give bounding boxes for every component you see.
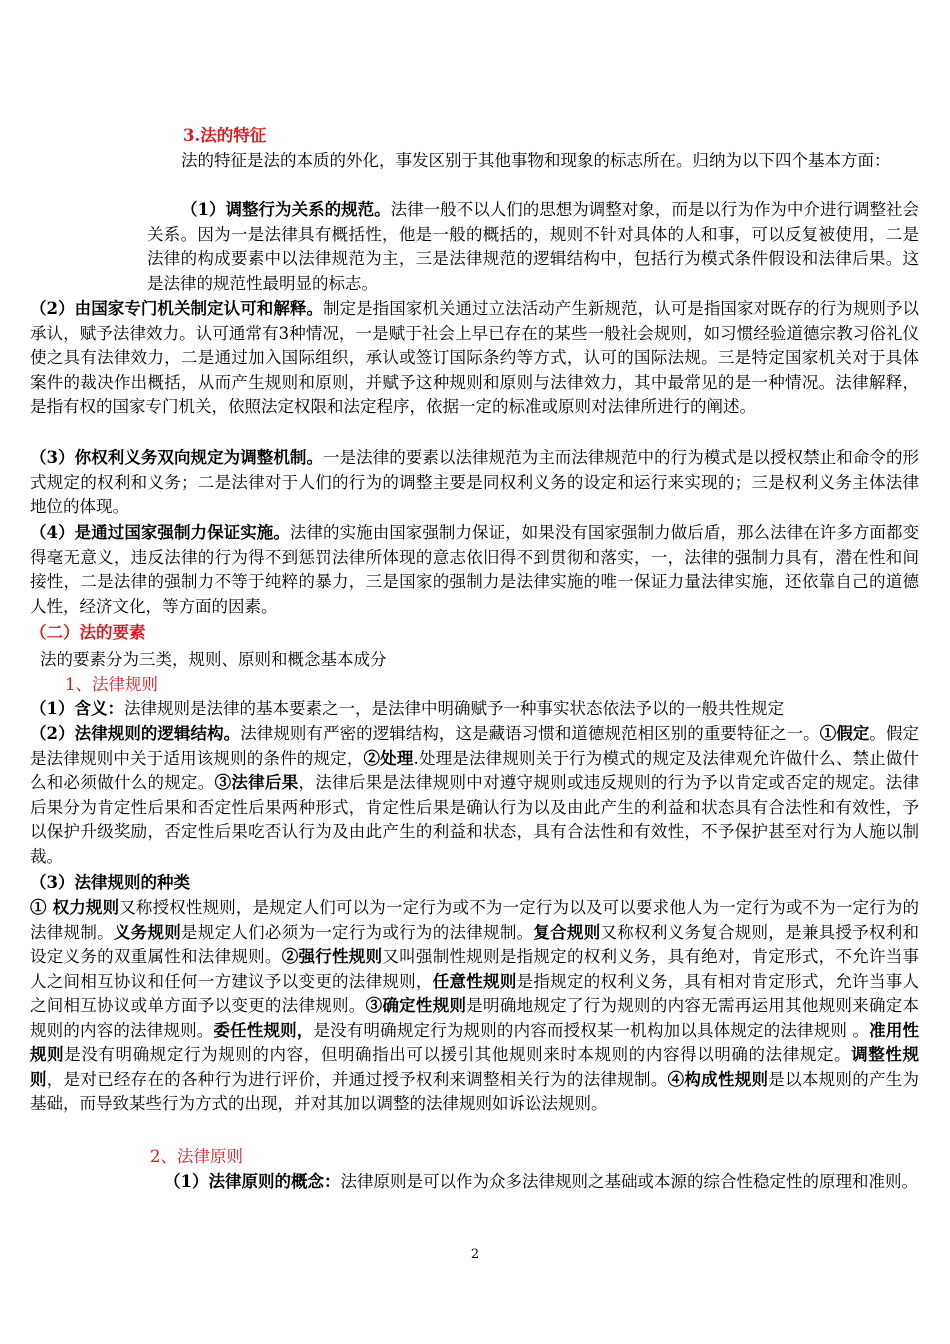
reference-rule-heading: 准用性规则 (30, 1020, 920, 1064)
feature-3-body: 一是法律的要素以法律规范为主而法律规范中的行为模式是以授权禁止和命令的形式规定的权利和义务；二是法律对于人们的行为的调整主要是同权利义务的设定和运行来实现的；三是权利义务主体法律地位的体现。 (30, 448, 920, 516)
constitutive-rule-body: 是以本规则的产生为基础，而导致某些行为方式的出现，并对其加以调整的法律规则如诉讼法规则。 (30, 1069, 920, 1113)
delegated-rule-heading: 委任性规则， (213, 1020, 314, 1040)
mandatory-rule-body: 又叫强制性规则是指规定的权利义务，具有绝对，肯定形式，不允许当事人之间相互协议和任何一方建议予以变更的法律规则， (30, 947, 920, 991)
page-number: 2 (470, 1247, 480, 1262)
assumption-heading: ①假定 (819, 724, 870, 743)
rules-title: 1、法律规则 (65, 675, 158, 694)
reference-rule-body: 是没有明确规定行为规则的内容，但明确指出可以援引其他规则来时本规则的内容得以明确的法律规定。 (64, 1045, 852, 1064)
feature-4-body: 法律的实施由国家强制力保证，如果没有国家强制力做后盾，那么法律在许多方面都变得毫无意义，违反法律的行为得不到惩罚法律所体现的意志依旧得不到贯彻和落实，一，法律的强制力具有，潜在性和间接性，二是法律的强制力不等于纯粹的暴力，三是国家的强制力是法律实施的唯一保证力量法律实施，还依靠自己的道德人性，经济文化，等方面的因素。 (30, 523, 920, 616)
feature-1-heading: （1）调整行为关系的规范。 (181, 200, 391, 219)
power-rule-body: 又称授权性规则，是规定人们可以为一定行为或不为一定行为以及可以要求他人为一定行为或不为一定行为的法律规制。 (30, 898, 920, 942)
feature-2-paragraph (30, 297, 919, 420)
principle-concept-body: 法律原则是可以作为众多法律规则之基础或本源的综合性稳定性的原理和准则。 (340, 1172, 918, 1191)
feature-2-heading: （2）由国家专门机关制定认可和解释。 (30, 299, 324, 318)
section-3-intro: 法的特征是法的本质的外化，事发区别于其他事物和现象的标志所在。归纳为以下四个基本方面： (181, 151, 891, 170)
consequence-body: ，法律后果是法律规则中对遵守规则或违反规则的行为予以肯定或否定的规定。法律后果分为肯定性后果和否定性后果两种形式，肯定性后果是确认行为以及由此产生的利益和状态具有合法性和有效性，予以保护升级奖励，否定性后果吃否认行为及由此产生的利益和状态，具有合法性和有效性，不予保护甚至对行为人施以制裁。 (30, 773, 920, 866)
compound-rule-body: 又称权利义务复合规则，是兼具授予权利和设定义务的双重属性和法律规则。 (30, 922, 920, 966)
consequence-heading: ③法律后果 (214, 773, 299, 792)
rule-structure-paragraph (30, 722, 919, 869)
duty-rule-body: 是规定人们必须为一定行为或行为的法律规制。 (181, 922, 534, 942)
feature-4-paragraph (30, 521, 919, 619)
feature-4-heading: （4）是通过国家强制力保证实施。 (30, 523, 290, 542)
definite-rule-heading: ③确定性规则 (365, 996, 467, 1015)
power-rule-heading: ① 权力规则 (30, 898, 120, 917)
feature-3-paragraph (30, 446, 919, 520)
mandatory-rule-heading: ②强行性规则 (281, 947, 383, 966)
duty-rule-heading: 义务规则 (113, 922, 182, 942)
optional-rule-heading: 任意性规则 (432, 971, 517, 991)
principle-concept-heading: （1）法律原则的概念： (164, 1172, 341, 1191)
assumption-body: 。假定是法律规则中关于适用该规则的条件的规定， (30, 724, 920, 768)
principle-concept-paragraph (147, 1170, 919, 1195)
feature-3-heading: （3）你权利义务双向规定为调整机制。 (30, 448, 324, 467)
rule-meaning-heading: （1）含义： (30, 699, 124, 718)
treatment-body: .处理是法律规则关于行为模式的规定及法律观允许做什么、禁止做什么和必须做什么的规定。 (30, 748, 920, 792)
feature-1-paragraph (147, 198, 919, 296)
delegated-rule-body: 是没有明确规定行为规则的内容而授权某一机构加以具体规定的法律规则 。 (313, 1020, 870, 1040)
rule-structure-body: 法律规则有严密的逻辑结构，这是藏语习惯和道德规范相区别的重要特征之一。 (240, 724, 820, 743)
section-3-title: 3.法的特征 (183, 126, 267, 145)
section-2-intro: 法的要素分为三类，规则、原则和概念基本成分 (40, 650, 387, 669)
feature-2-body: 制定是指国家机关通过立法活动产生新规范，认可是指国家对既存的行为规则予以承认，赋予法律效力。认可通常有3种情况，一是赋于社会上早已存在的某些一般社会规则，如习惯经验道德宗教习俗礼仪使之具有法律效力，二是通过加入国际组织，承认或签订国际条约等方式，认可的国际法规。三是特定国家机关对于具体案件的裁决作出概括，从而产生规则和原则，并赋予这种规则和原则与法律效力，其中最常见的是一种情况。法律解释，是指有权的国家专门机关，依照法定权限和法定程序，依据一定的标准或原则对法律所进行的阐述。 (30, 299, 920, 416)
rule-meaning-paragraph (30, 697, 919, 722)
regulatory-rule-body: ，是对已经存在的各种行为进行评价，并通过授予权利来调整相关行为的法律规制。 (46, 1069, 668, 1089)
definite-rule-body: 是明确地规定了行为规则的内容无需再运用其他规则来确定本规则的内容的法律规则。 (30, 996, 920, 1040)
rule-structure-heading: （2）法律规则的逻辑结构。 (30, 724, 241, 743)
compound-rule-heading: 复合规则 (533, 922, 601, 942)
optional-rule-body: 是指规定的权利义务，具有相对肯定形式，允许当事人之间相互协议或单方面予以变更的法律规则。 (30, 971, 920, 1015)
constitutive-rule-heading: ④构成性规则 (667, 1069, 769, 1089)
principles-title: 2、法律原则 (150, 1147, 243, 1166)
rule-meaning-body: 法律规则是法律的基本要素之一，是法律中明确赋予一种事实状态依法予以的一般共性规定 (123, 699, 784, 718)
feature-1-body: 法律一般不以人们的思想为调整对象，而是以行为作为中介进行调整社会关系。因为一是法律具有概括性，他是一般的概括的，规则不针对具体的人和事，可以反复被使用，二是法律的构成要素中以法律规范为主，三是法律规范的逻辑结构中，包括行为模式条件假设和法律后果。这是法律的规范性最明显的标志。 (147, 200, 920, 293)
rule-types-paragraph (30, 896, 919, 1117)
regulatory-rule-heading: 调整性规则 (30, 1045, 920, 1089)
section-2-title: （二）法的要素 (30, 623, 146, 642)
treatment-heading: ②处理 (363, 748, 414, 768)
rule-types-heading: （3）法律规则的种类 (30, 873, 190, 892)
